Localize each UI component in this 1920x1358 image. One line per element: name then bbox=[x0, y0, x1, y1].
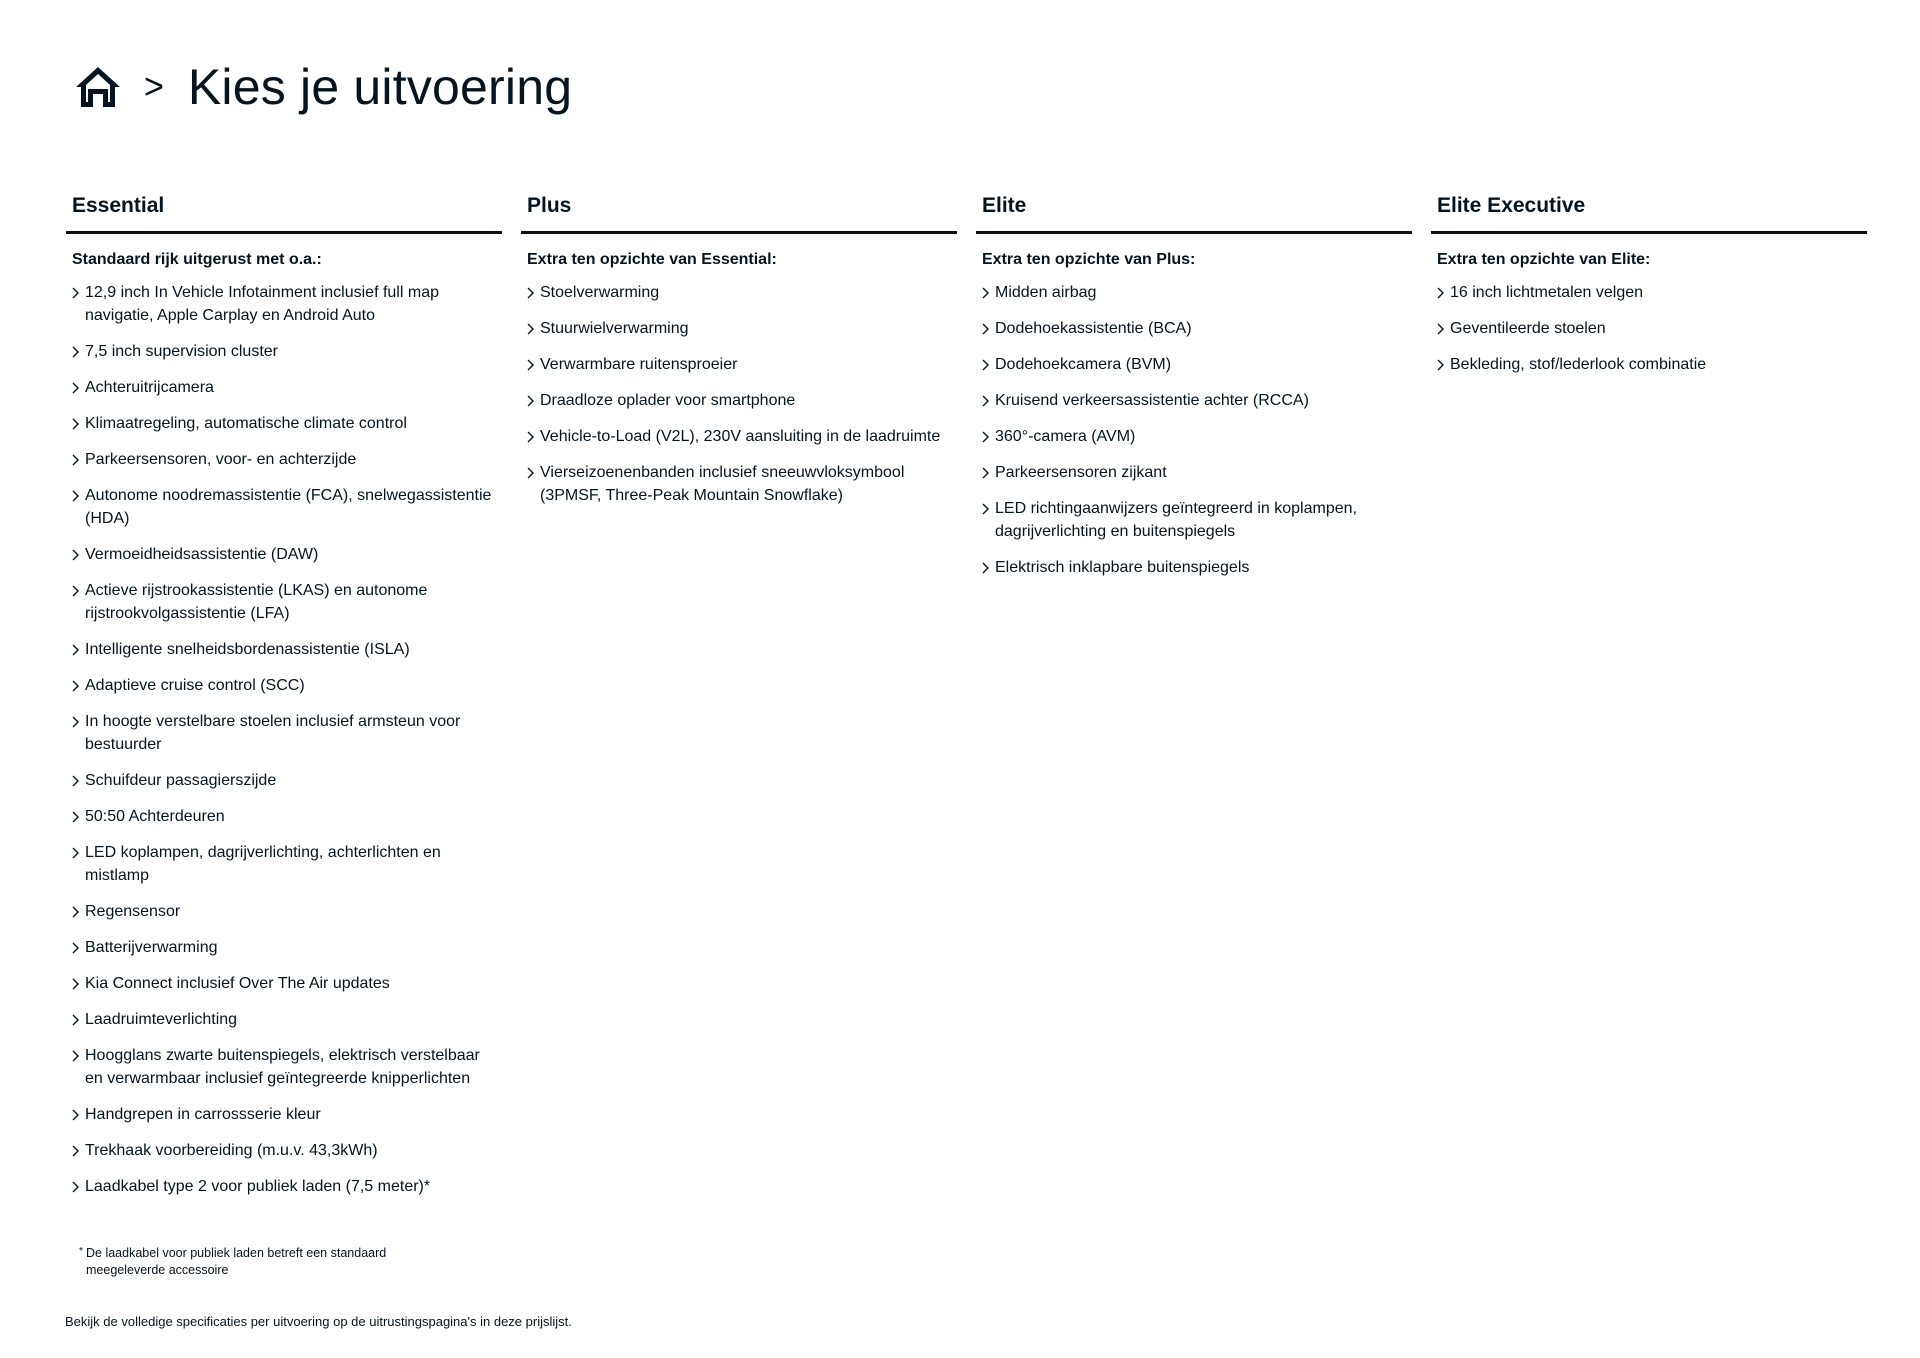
feature-text: Draadloze oplader voor smartphone bbox=[540, 392, 796, 409]
feature-item bbox=[72, 340, 502, 363]
home-icon[interactable] bbox=[74, 63, 122, 111]
trim-header: Elite Executive bbox=[1431, 194, 1867, 234]
chevron-right-icon bbox=[1437, 359, 1444, 371]
chevron-right-icon bbox=[982, 467, 989, 479]
chevron-right-icon bbox=[527, 431, 534, 443]
feature-item bbox=[982, 497, 1412, 543]
feature-text: Laadkabel type 2 voor publiek laden (7,5 meter)* bbox=[85, 1178, 431, 1195]
chevron-right-icon bbox=[982, 395, 989, 407]
feature-text: 50:50 Achterdeuren bbox=[85, 808, 225, 825]
feature-item bbox=[527, 317, 957, 340]
feature-item bbox=[527, 281, 957, 304]
feature-text: Vierseizoenenbanden inclusief sneeuwvloksymbool (3PMSF, Three-Peak Mountain Snowflake) bbox=[540, 464, 905, 504]
feature-text: Laadruimteverlichting bbox=[85, 1011, 238, 1028]
feature-item bbox=[72, 281, 502, 327]
chevron-right-icon bbox=[72, 680, 79, 692]
feature-text: Vermoeidheidsassistentie (DAW) bbox=[85, 546, 319, 563]
feature-item bbox=[72, 936, 502, 959]
feature-text: Vehicle-to-Load (V2L), 230V aansluiting in de laadruimte bbox=[540, 428, 941, 445]
feature-text: Kruisend verkeersassistentie achter (RCCA) bbox=[995, 392, 1309, 409]
feature-text: Dodehoekcamera (BVM) bbox=[995, 356, 1172, 373]
feature-list bbox=[521, 281, 957, 507]
trim-intro: Extra ten opzichte van Plus: bbox=[982, 251, 1196, 268]
feature-text: 16 inch lichtmetalen velgen bbox=[1450, 284, 1644, 301]
breadcrumb bbox=[74, 59, 573, 115]
chevron-right-icon bbox=[1437, 287, 1444, 299]
feature-item bbox=[72, 1103, 502, 1126]
trim-header: Plus bbox=[521, 194, 957, 234]
chevron-right-icon bbox=[72, 287, 79, 299]
feature-item bbox=[527, 353, 957, 376]
feature-text: Verwarmbare ruitensproeier bbox=[540, 356, 738, 373]
feature-text: In hoogte verstelbare stoelen inclusief armsteun voor bestuurder bbox=[85, 713, 461, 753]
feature-item bbox=[982, 556, 1412, 579]
feature-text: Parkeersensoren, voor- en achterzijde bbox=[85, 451, 357, 468]
chevron-right-icon bbox=[72, 1181, 79, 1193]
feature-item bbox=[72, 376, 502, 399]
feature-item bbox=[527, 425, 957, 448]
feature-text: Parkeersensoren zijkant bbox=[995, 464, 1167, 481]
footnote bbox=[79, 1245, 446, 1279]
trim-column-plus bbox=[521, 194, 957, 1211]
feature-text: Stoelverwarming bbox=[540, 284, 660, 301]
feature-item bbox=[72, 1044, 502, 1090]
chevron-right-icon bbox=[72, 490, 79, 502]
chevron-right-icon bbox=[72, 1109, 79, 1121]
trim-columns bbox=[66, 194, 1867, 1211]
feature-item bbox=[72, 543, 502, 566]
feature-text: Stuurwielverwarming bbox=[540, 320, 689, 337]
feature-text: 12,9 inch In Vehicle Infotainment inclusief full map navigatie, Apple Carplay en Android Auto bbox=[85, 284, 439, 324]
chevron-right-icon bbox=[72, 454, 79, 466]
feature-text: 7,5 inch supervision cluster bbox=[85, 343, 278, 360]
chevron-right-icon bbox=[982, 562, 989, 574]
trim-header: Essential bbox=[66, 194, 502, 234]
chevron-right-icon bbox=[72, 1050, 79, 1062]
feature-item bbox=[72, 805, 502, 828]
feature-text: Dodehoekassistentie (BCA) bbox=[995, 320, 1192, 337]
trim-header: Elite bbox=[976, 194, 1412, 234]
chevron-right-icon bbox=[982, 431, 989, 443]
chevron-right-icon bbox=[72, 811, 79, 823]
feature-item bbox=[982, 353, 1412, 376]
feature-item bbox=[72, 579, 502, 625]
feature-item bbox=[982, 389, 1412, 412]
feature-item bbox=[72, 841, 502, 887]
feature-text: 360°-camera (AVM) bbox=[995, 428, 1136, 445]
page-title: Kies je uitvoering bbox=[187, 59, 573, 115]
footnote-marker: * bbox=[79, 1246, 83, 1257]
chevron-right-icon bbox=[72, 346, 79, 358]
feature-text: Regensensor bbox=[85, 903, 181, 920]
chevron-right-icon bbox=[527, 395, 534, 407]
feature-item bbox=[982, 317, 1412, 340]
feature-item bbox=[72, 972, 502, 995]
feature-item bbox=[72, 448, 502, 471]
feature-item bbox=[72, 674, 502, 697]
chevron-right-icon bbox=[72, 418, 79, 430]
feature-text: Kia Connect inclusief Over The Air updates bbox=[85, 975, 390, 992]
feature-item bbox=[1437, 281, 1867, 304]
feature-item bbox=[72, 710, 502, 756]
chevron-right-icon bbox=[527, 287, 534, 299]
bottom-note: Bekijk de volledige specificaties per uitvoering op de uitrustingspagina's in deze prijslijst. bbox=[65, 1314, 572, 1329]
feature-list bbox=[976, 281, 1412, 579]
feature-item bbox=[527, 461, 957, 507]
feature-text: Geventileerde stoelen bbox=[1450, 320, 1606, 337]
chevron-right-icon bbox=[527, 359, 534, 371]
feature-item bbox=[1437, 317, 1867, 340]
breadcrumb-separator: > bbox=[144, 67, 164, 107]
feature-text: Intelligente snelheidsbordenassistentie (ISLA) bbox=[85, 641, 410, 658]
chevron-right-icon bbox=[72, 644, 79, 656]
feature-item bbox=[982, 281, 1412, 304]
chevron-right-icon bbox=[72, 382, 79, 394]
chevron-right-icon bbox=[72, 978, 79, 990]
chevron-right-icon bbox=[72, 847, 79, 859]
feature-text: Hoogglans zwarte buitenspiegels, elektrisch verstelbaar en verwarmbaar inclusief geïntegreerde knipperlichten bbox=[85, 1047, 480, 1087]
trim-intro: Standaard rijk uitgerust met o.a.: bbox=[72, 251, 322, 268]
feature-text: Achteruitrijcamera bbox=[85, 379, 214, 396]
feature-item bbox=[72, 1008, 502, 1031]
feature-list bbox=[1431, 281, 1867, 376]
feature-item bbox=[72, 1139, 502, 1162]
feature-item bbox=[72, 484, 502, 530]
chevron-right-icon bbox=[527, 323, 534, 335]
footnote-text: De laadkabel voor publiek laden betreft een standaard meegeleverde accessoire bbox=[86, 1246, 387, 1277]
feature-text: Actieve rijstrookassistentie (LKAS) en autonome rijstrookvolgassistentie (LFA) bbox=[85, 582, 428, 622]
feature-text: Handgrepen in carrossserie kleur bbox=[85, 1106, 321, 1123]
feature-text: Midden airbag bbox=[995, 284, 1097, 301]
chevron-right-icon bbox=[72, 716, 79, 728]
feature-list bbox=[66, 281, 502, 1198]
trim-column-essential bbox=[66, 194, 502, 1211]
chevron-right-icon bbox=[982, 287, 989, 299]
chevron-right-icon bbox=[72, 906, 79, 918]
feature-text: Batterijverwarming bbox=[85, 939, 218, 956]
feature-text: LED richtingaanwijzers geïntegreerd in koplampen, dagrijverlichting en buitenspiegels bbox=[995, 500, 1357, 540]
feature-item bbox=[72, 412, 502, 435]
chevron-right-icon bbox=[72, 1014, 79, 1026]
chevron-right-icon bbox=[72, 775, 79, 787]
trim-column-elite-executive bbox=[1431, 194, 1867, 1211]
feature-item bbox=[72, 900, 502, 923]
feature-item bbox=[982, 461, 1412, 484]
chevron-right-icon bbox=[72, 1145, 79, 1157]
trim-intro: Extra ten opzichte van Elite: bbox=[1437, 251, 1651, 268]
chevron-right-icon bbox=[982, 359, 989, 371]
trim-intro: Extra ten opzichte van Essential: bbox=[527, 251, 777, 268]
chevron-right-icon bbox=[1437, 323, 1444, 335]
feature-item bbox=[527, 389, 957, 412]
feature-text: Schuifdeur passagierszijde bbox=[85, 772, 277, 789]
feature-item bbox=[982, 425, 1412, 448]
feature-item bbox=[1437, 353, 1867, 376]
feature-text: LED koplampen, dagrijverlichting, achterlichten en mistlamp bbox=[85, 844, 441, 884]
feature-text: Elektrisch inklapbare buitenspiegels bbox=[995, 559, 1250, 576]
feature-text: Adaptieve cruise control (SCC) bbox=[85, 677, 305, 694]
chevron-right-icon bbox=[527, 467, 534, 479]
chevron-right-icon bbox=[72, 942, 79, 954]
feature-text: Klimaatregeling, automatische climate control bbox=[85, 415, 407, 432]
feature-item bbox=[72, 638, 502, 661]
chevron-right-icon bbox=[982, 323, 989, 335]
chevron-right-icon bbox=[982, 503, 989, 515]
trim-column-elite bbox=[976, 194, 1412, 1211]
feature-text: Trekhaak voorbereiding (m.u.v. 43,3kWh) bbox=[85, 1142, 378, 1159]
chevron-right-icon bbox=[72, 549, 79, 561]
feature-item bbox=[72, 1175, 502, 1198]
chevron-right-icon bbox=[72, 585, 79, 597]
feature-text: Bekleding, stof/lederlook combinatie bbox=[1450, 356, 1707, 373]
feature-item bbox=[72, 769, 502, 792]
feature-text: Autonome noodremassistentie (FCA), snelwegassistentie (HDA) bbox=[85, 487, 492, 527]
